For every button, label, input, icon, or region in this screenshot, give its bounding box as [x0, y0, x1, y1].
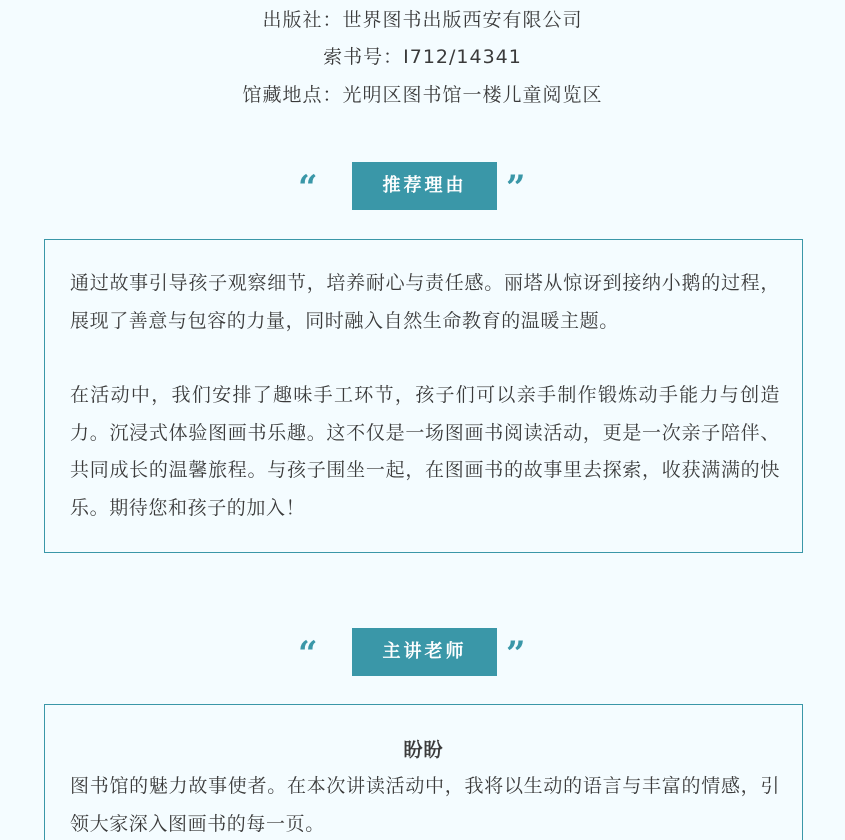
recommend-paragraph: 通过故事引导孩子观察细节，培养耐心与责任感。丽塔从惊讶到接纳小鹅的过程，展现了善意与包容的力量，同时融入自然生命教育的温暖主题。	[70, 272, 780, 332]
teacher-name: 盼盼	[403, 739, 444, 761]
publisher-line: 出版社：世界图书出版西安有限公司	[262, 9, 583, 31]
recommend-section-header	[0, 162, 845, 210]
recommend-paragraph: 在活动中，我们安排了趣味手工环节，孩子们可以亲手制作锻炼动手能力与创造力。沉浸式体验图画书乐趣。这不仅是一场图画书阅读活动，更是一次亲子陪伴、共同成长的温馨旅程。与孩子围坐一起，在图画书的故事里去探索，收获满满的快乐。期待您和孩子的加入！	[70, 384, 780, 519]
teacher-section-title: 主讲老师	[352, 628, 497, 676]
close-quote-icon: ”	[506, 168, 526, 208]
teacher-intro: 图书馆的魅力故事使者。在本次讲读活动中，我将以生动的语言与丰富的情感，引领大家深入图画书的每一页。	[70, 775, 780, 835]
close-quote-icon: ”	[506, 634, 526, 674]
recommend-section-title: 推荐理由	[352, 162, 497, 210]
recommend-card	[44, 239, 803, 553]
teacher-section-header	[0, 628, 845, 676]
location-line: 馆藏地点：光明区图书馆一楼儿童阅览区	[242, 84, 603, 106]
open-quote-icon: “	[298, 634, 318, 674]
open-quote-icon: “	[298, 168, 318, 208]
teacher-card	[44, 704, 803, 840]
call-number-line: 索书号：I712/14341	[323, 46, 522, 68]
